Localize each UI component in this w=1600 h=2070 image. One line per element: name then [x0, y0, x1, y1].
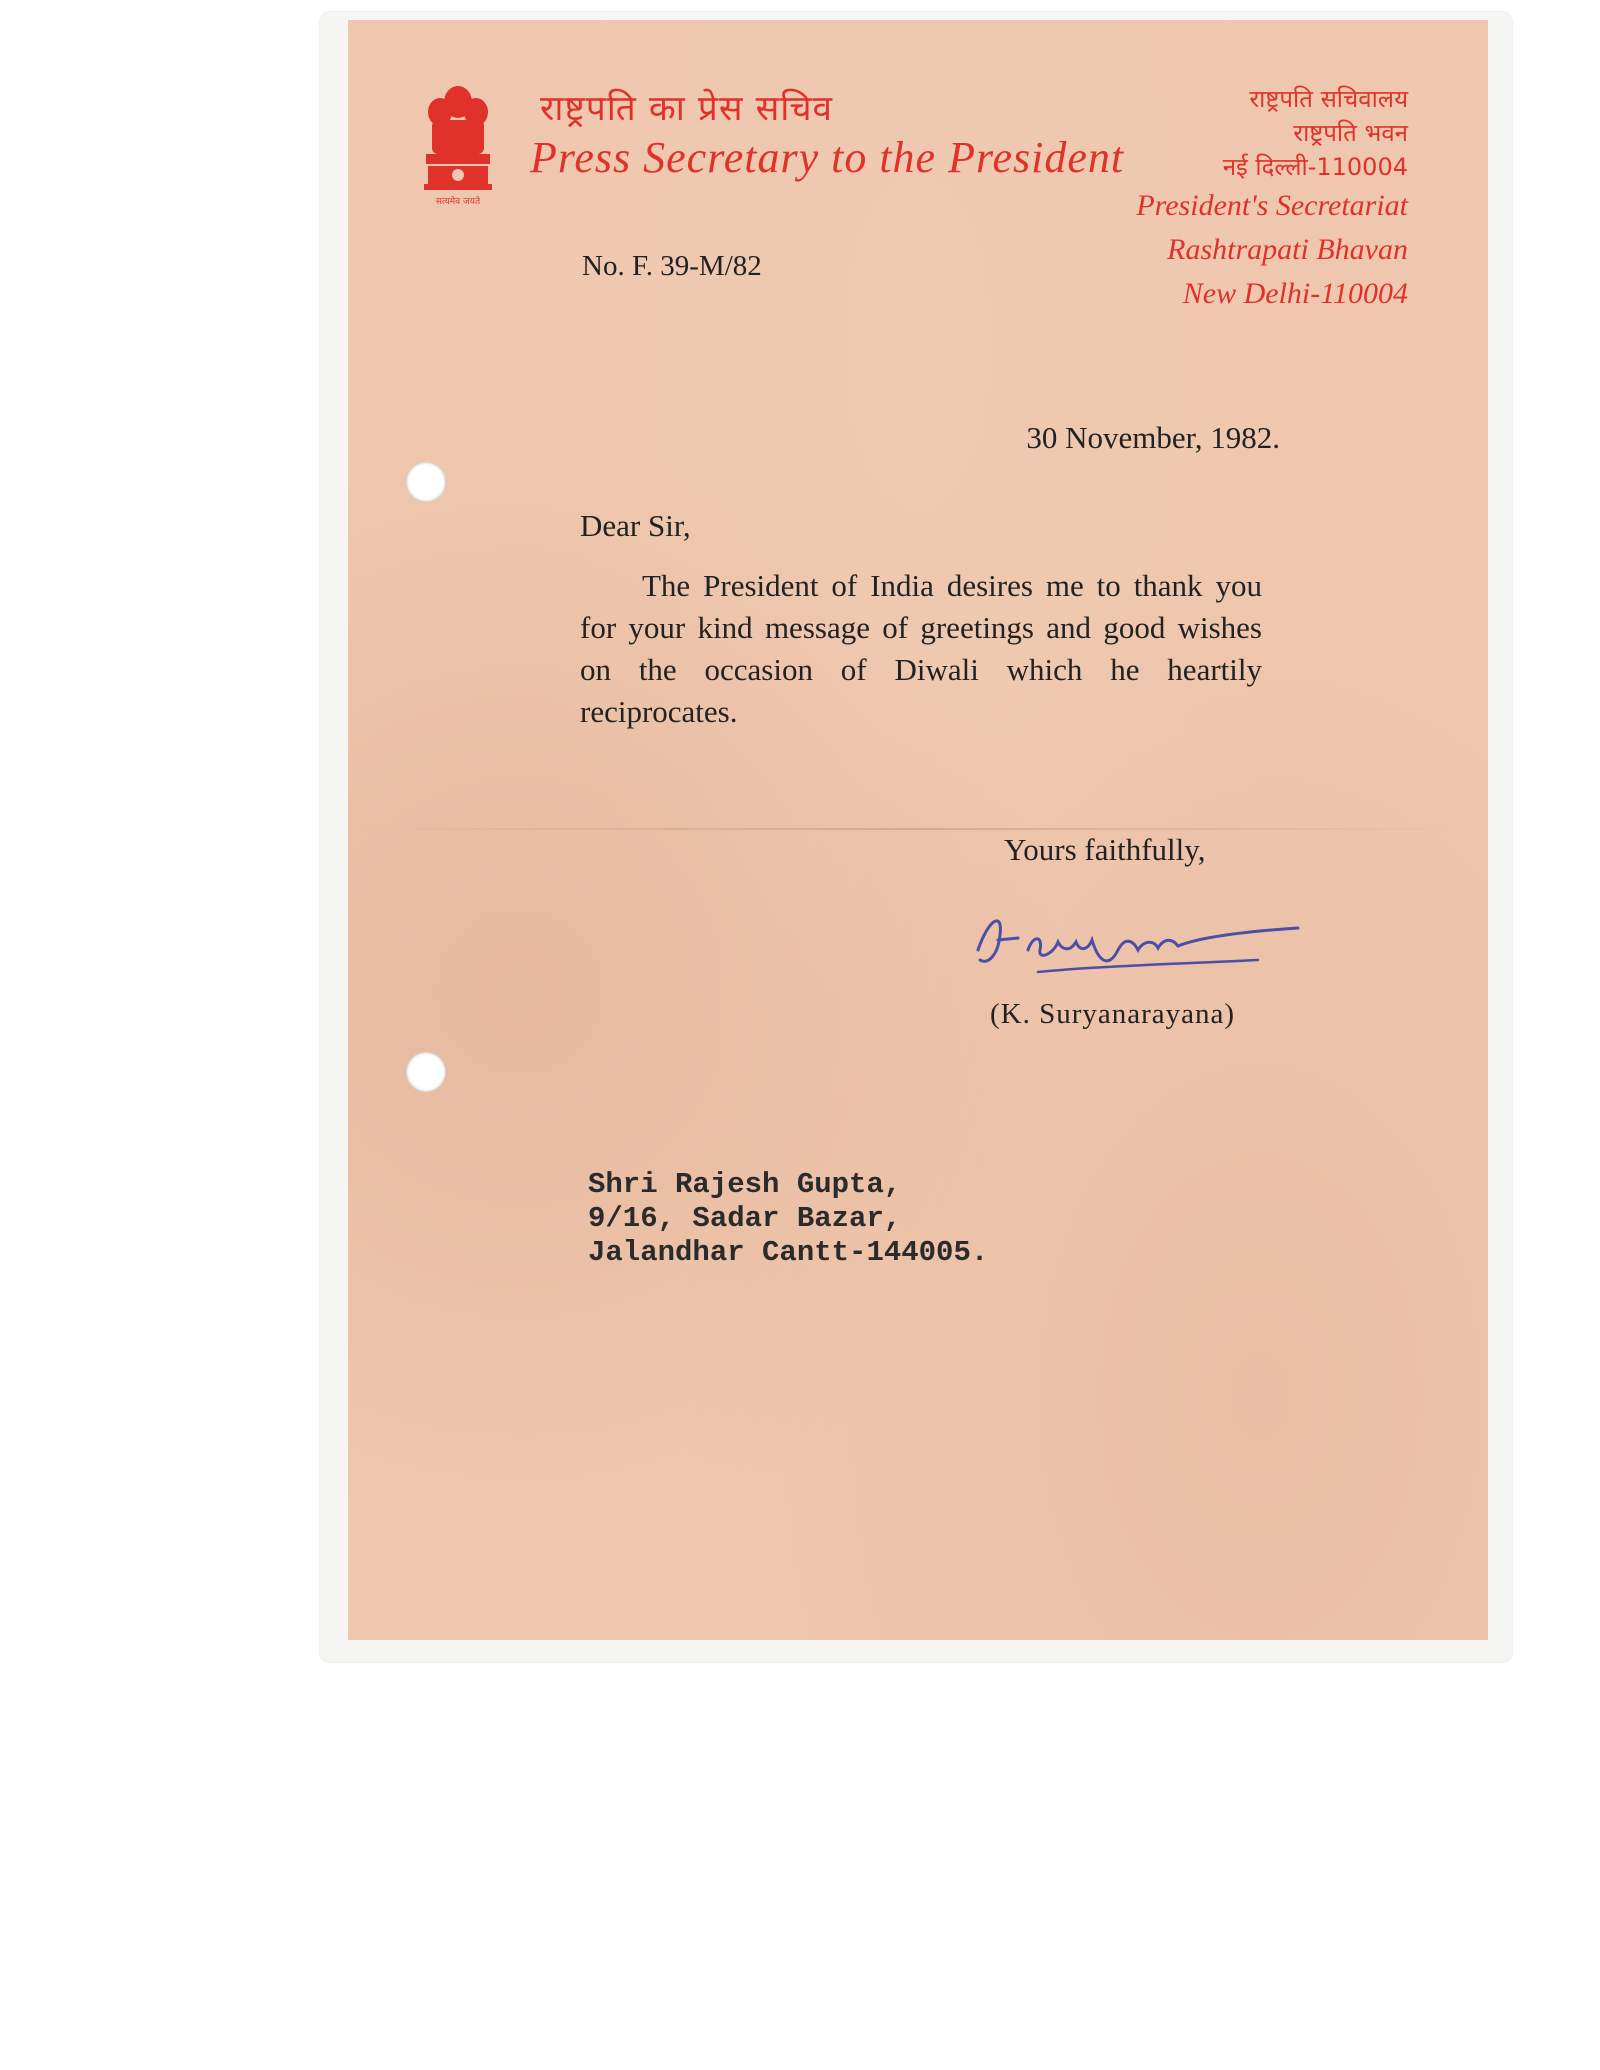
letter-paper: [348, 20, 1488, 1640]
signatory-name: (K. Suryanarayana): [990, 998, 1236, 1030]
address-hindi-line: नई दिल्ली-110004: [1222, 153, 1408, 181]
letterhead-address: [988, 82, 1408, 316]
paper-fold-line: [348, 828, 1488, 830]
address-english-line: New Delhi-110004: [1182, 277, 1408, 310]
recipient-line: Shri Rajesh Gupta,: [588, 1168, 902, 1201]
letter-body: The President of India desires me to thank you for your kind message of greetings and good wishes on the occasion of Diwali which he heartily reciprocates.: [580, 568, 1262, 729]
national-emblem-icon: [418, 80, 498, 210]
letterhead-hindi-title: राष्ट्रपति का प्रेस सचिव: [540, 89, 834, 129]
closing: Yours faithfully,: [1004, 832, 1206, 867]
reference-number: No. F. 39-M/82: [582, 250, 762, 282]
address-english-line: President's Secretariat: [1136, 189, 1408, 222]
address-hindi-line: राष्ट्रपति सचिवालय: [1249, 85, 1408, 113]
recipient-line: 9/16, Sadar Bazar,: [588, 1202, 902, 1235]
salutation: Dear Sir,: [580, 508, 691, 543]
handwritten-signature: [958, 880, 1318, 990]
letter-date: 30 November, 1982.: [1026, 420, 1280, 455]
recipient-line: Jalandhar Cantt-144005.: [588, 1236, 989, 1269]
address-english-line: Rashtrapati Bhavan: [1167, 233, 1408, 266]
emblem-motto: सत्यमेव जयते: [435, 197, 481, 207]
recipient-address: [588, 1168, 988, 1270]
letterhead-english-title: Press Secretary to the President: [530, 133, 1125, 182]
punch-hole-top: [406, 462, 446, 502]
punch-hole-bottom: [406, 1052, 446, 1092]
address-hindi-line: राष्ट्रपति भवन: [1293, 119, 1408, 147]
